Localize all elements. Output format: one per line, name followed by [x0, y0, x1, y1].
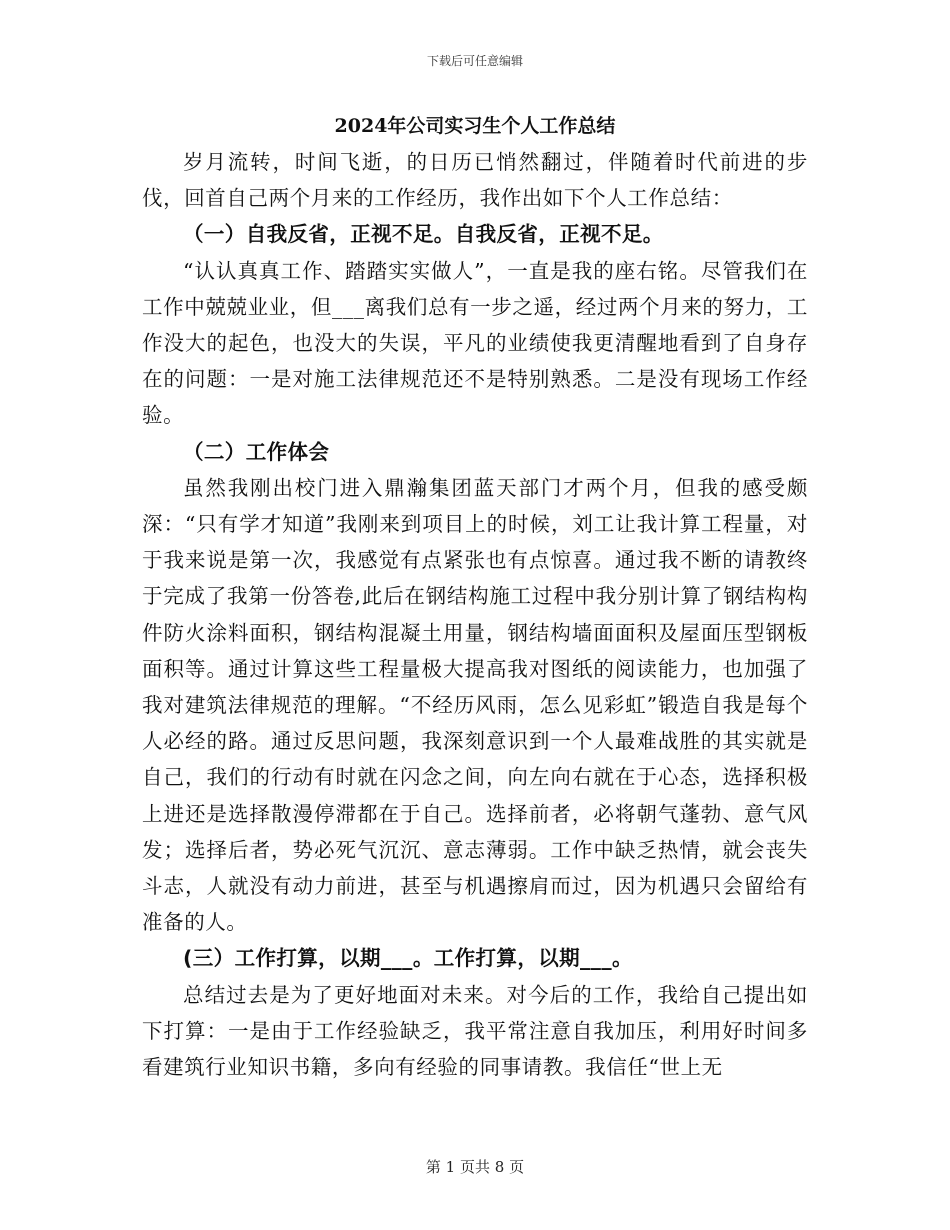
page-footer: 第 1 页共 8 页 — [425, 1158, 525, 1176]
intro-paragraph: 岁月流转，时间飞逝，的日历已悄然翻过，伴随着时代前进的步伐，回首自己两个月来的工作经历，我作出如下个人工作总结： — [142, 150, 808, 211]
document-title: 2024年公司实习生个人工作总结 — [334, 115, 616, 137]
page-header: 下载后可任意编辑 — [426, 54, 523, 68]
section-2-heading: （二）工作体会 — [183, 439, 330, 464]
section-1-paragraph: “认认真真工作、踏踏实实做人”，一直是我的座右铭。尽管我们在工作中兢兢业业，但___离我们总有一步之遥，经过两个月来的努力，工作没大的起色，也没大的失误，平凡的业绩使我更清醒地看到了自身存在的问题：一是对施工法律规范还不是特别熟悉。二是没有现场工作经验。 — [142, 258, 808, 428]
section-3-heading: (三）工作打算，以期___。工作打算，以期___。 — [183, 946, 633, 971]
section-3-paragraph: 总结过去是为了更好地面对未来。对今后的工作，我给自己提出如下打算：一是由于工作经验缺乏，我平常注意自我加压，利用好时间多看建筑行业知识书籍，多向有经验的同事请教。我信任“世上无 — [142, 982, 808, 1080]
section-1-heading: （一）自我反省，正视不足。自我反省，正视不足。 — [183, 222, 664, 247]
section-2-paragraph: 虽然我刚出校门进入鼎瀚集团蓝天部门才两个月，但我的感受颇深：“只有学才知道”我刚来到项目上的时候，刘工让我计算工程量，对于我来说是第一次，我感觉有点紧张也有点惊喜。通过我不断的请教终于完成了我第一份答卷,此后在钢结构施工过程中我分别计算了钢结构构件防火涂料面积，钢结构混凝土用量，钢结构墙面面积及屋面压型钢板面积等。通过计算这些工程量极大提高我对图纸的阅读能力，也加强了我对建筑法律规范的理解。“不经历风雨，怎么见彩虹”锻造自我是每个人必经的路。通过反思问题，我深刻意识到一个人最难战胜的其实就是自己，我们的行动有时就在闪念之间，向左向右就在于心态，选择积极上进还是选择散漫停滞都在于自己。选择前者，必将朝气蓬勃、意气风发；选择后者，势必死气沉沉、意志薄弱。工作中缺乏热情，就会丧失斗志，人就没有动力前进，甚至与机遇擦肩而过，因为机遇只会留给有准备的人。 — [142, 475, 808, 935]
document-body — [142, 108, 808, 1085]
